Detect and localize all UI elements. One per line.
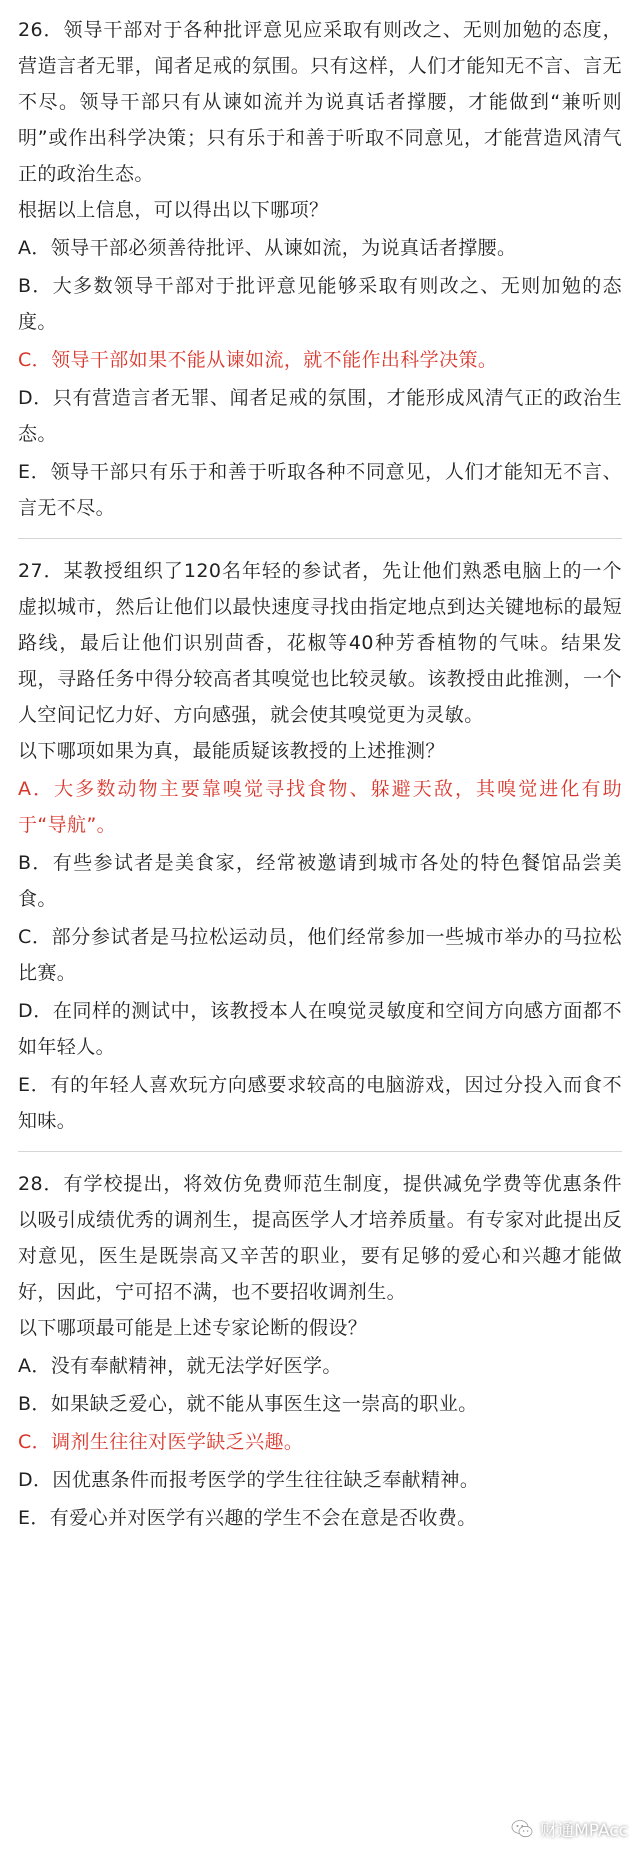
option-d: D．因优惠条件而报考医学的学生往往缺乏奉献精神。: [18, 1469, 480, 1491]
option-e: E．有的年轻人喜欢玩方向感要求较高的电脑游戏，因过分投入而食不知味。: [18, 1074, 622, 1132]
option-c-answer: C．领导干部如果不能从谏如流，就不能作出科学决策。: [18, 349, 498, 371]
option-e: E．领导干部只有乐于和善于听取各种不同意见，人们才能知无不言、言无不尽。: [18, 461, 622, 519]
option-a: A．没有奉献精神，就无法学好医学。: [18, 1355, 342, 1377]
option-b: B．有些参试者是美食家，经常被邀请到城市各处的特色餐馆品尝美食。: [18, 852, 622, 910]
option-b: B．如果缺乏爱心，就不能从事医生这一崇高的职业。: [18, 1393, 478, 1415]
question-stem: 28．有学校提出，将效仿免费师范生制度，提供减免学费等优惠条件以吸引成绩优秀的调剂生，提高医学人才培养质量。有专家对此提出反对意见，医生是既崇高又辛苦的职业，要有足够的爱心和兴趣才能做好，因此，宁可招不满，也不要招收调剂生。: [18, 1173, 622, 1303]
question-27: [18, 553, 622, 1139]
option-d: D．只有营造言者无罪、闻者足戒的氛围，才能形成风清气正的政治生态。: [18, 387, 622, 445]
option-e: E．有爱心并对医学有兴趣的学生不会在意是否收费。: [18, 1507, 477, 1529]
option-d: D．在同样的测试中，该教授本人在嗅觉灵敏度和空间方向感方面都不如年轻人。: [18, 1000, 622, 1058]
option-c-answer: C．调剂生往往对医学缺乏兴趣。: [18, 1431, 304, 1453]
option-c: C．部分参试者是马拉松运动员，他们经常参加一些城市举办的马拉松比赛。: [18, 926, 622, 984]
question-prompt: 根据以上信息，可以得出以下哪项？: [18, 199, 329, 221]
question-prompt: 以下哪项如果为真，最能质疑该教授的上述推测？: [18, 740, 445, 762]
question-prompt: 以下哪项最可能是上述专家论断的假设？: [18, 1317, 368, 1339]
divider: [18, 1151, 622, 1152]
watermark-text: 财通MPAcc: [540, 1821, 628, 1841]
question-26: [18, 12, 622, 526]
option-b: B．大多数领导干部对于批评意见能够采取有则改之、无则加勉的态度。: [18, 275, 622, 333]
wechat-icon: [510, 1817, 534, 1841]
divider: [18, 538, 622, 539]
option-a-answer: A．大多数动物主要靠嗅觉寻找食物、躲避天敌，其嗅觉进化有助于“导航”。: [18, 778, 622, 836]
question-stem: 26．领导干部对于各种批评意见应采取有则改之、无则加勉的态度，营造言者无罪，闻者足戒的氛围。只有这样，人们才能知无不言、言无不尽。领导干部只有从谏如流并为说真话者撑腰，才能做到“兼听则明”或作出科学决策；只有乐于和善于听取不同意见，才能营造风清气正的政治生态。: [18, 19, 622, 185]
question-28: [18, 1166, 622, 1536]
question-stem: 27．某教授组织了120名年轻的参试者，先让他们熟悉电脑上的一个虚拟城市，然后让他们以最快速度寻找由指定地点到达关键地标的最短路线，最后让他们识别茴香，花椒等40种芳香植物的气味。结果发现，寻路任务中得分较高者其嗅觉也比较灵敏。该教授由此推测，一个人空间记忆力好、方向感强，就会使其嗅觉更为灵敏。: [18, 560, 622, 726]
option-a: A．领导干部必须善待批评、从谏如流，为说真话者撑腰。: [18, 237, 517, 259]
watermark: [510, 1816, 628, 1841]
